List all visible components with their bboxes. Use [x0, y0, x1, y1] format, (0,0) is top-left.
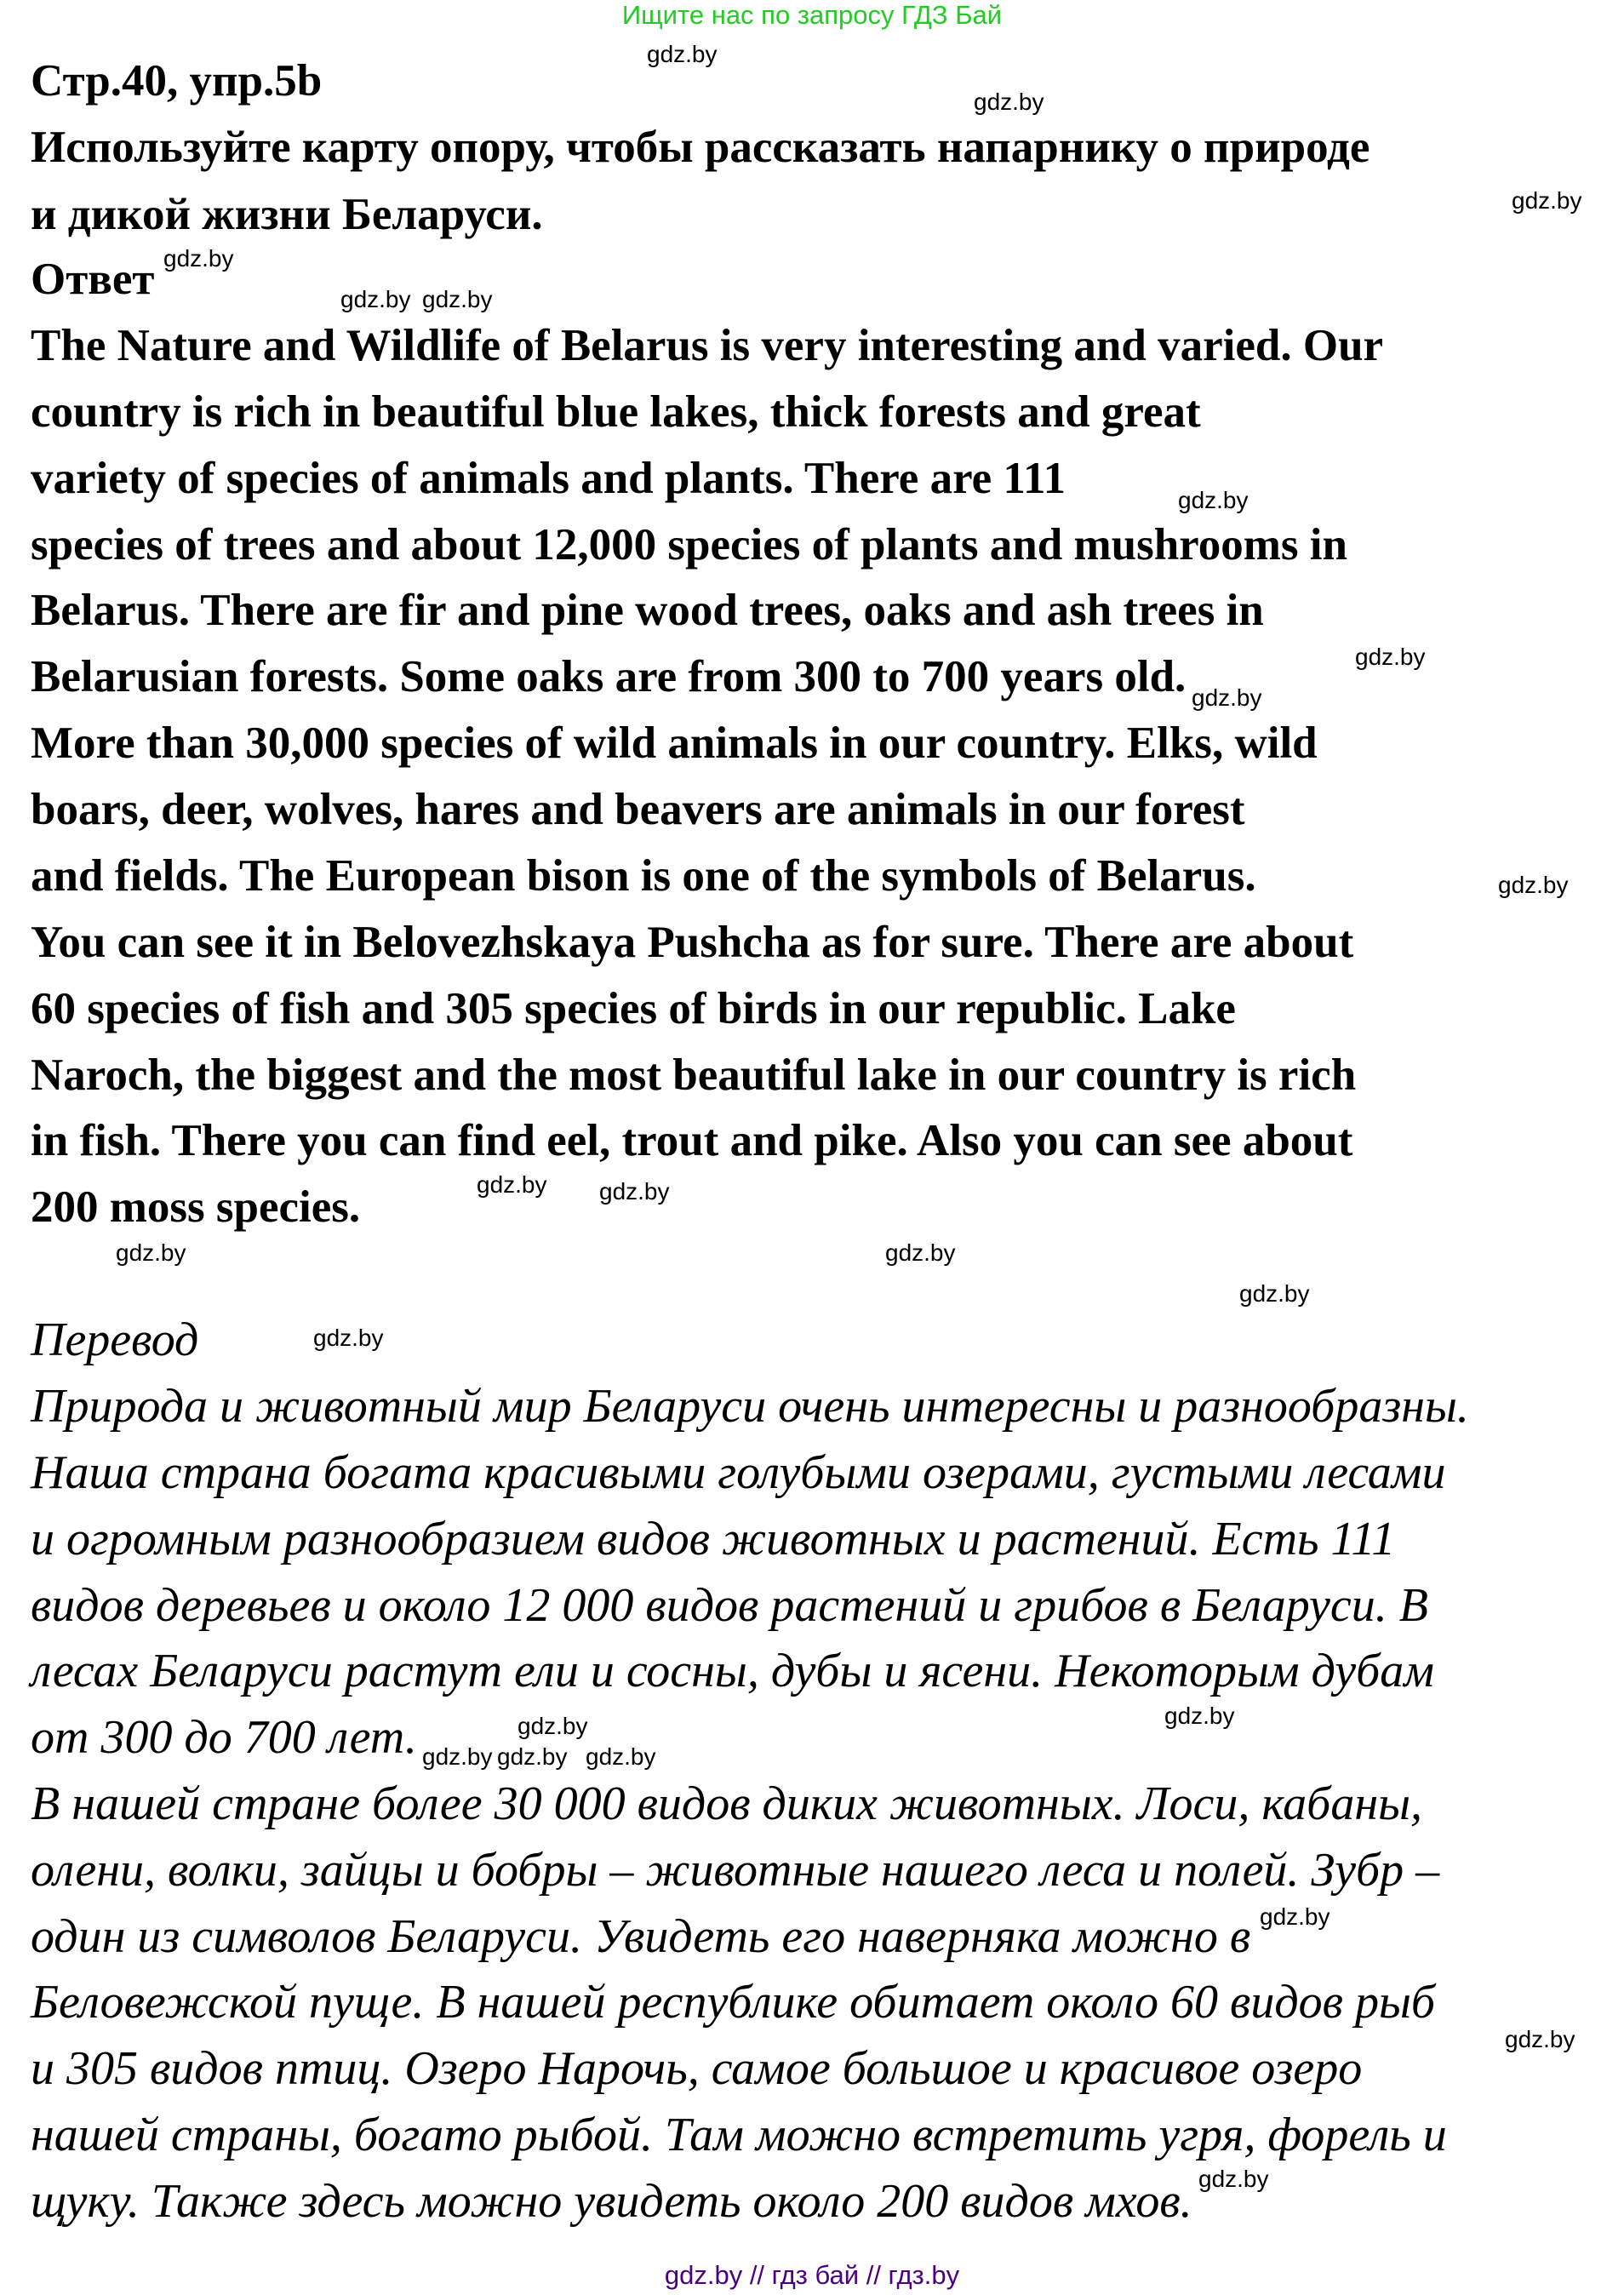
answer-line: in fish. There you can find eel, trout and pike. Also you can see about [31, 1116, 1353, 1165]
answer-line: Naroch, the biggest and the most beautiful lake in our country is rich [31, 1050, 1357, 1100]
watermark: gdz.by [599, 1178, 670, 1205]
translation-line: видов деревьев и около 12 000 видов растений и грибов в Беларуси. В [31, 1579, 1428, 1632]
answer-line: boars, deer, wolves, hares and beavers are animals in our forest [31, 785, 1245, 834]
task-text: и дикой жизни Беларуси. [31, 190, 543, 239]
watermark: gdz.by [974, 89, 1044, 115]
watermark: gdz.by [586, 1743, 656, 1770]
watermark: gdz.by [518, 1713, 588, 1739]
watermark: gdz.by [885, 1239, 956, 1266]
watermark: gdz.by [116, 1239, 186, 1266]
watermark: gdz.by [497, 1743, 568, 1770]
watermark: gdz.by [1355, 644, 1426, 670]
watermark: gdz.by [1239, 1280, 1310, 1307]
watermark: gdz.by [1192, 684, 1262, 711]
translation-line: один из символов Беларуси. Увидеть его наверняка можно в [31, 1910, 1251, 1963]
task-text: Используйте карту опору, чтобы рассказать напарнику о природе [31, 123, 1370, 172]
answer-line: species of trees and about 12,000 species of plants and mushrooms in [31, 520, 1347, 569]
translation-line: олени, волки, зайцы и бобры – животные нашего леса и полей. Зубр – [31, 1844, 1440, 1897]
answer-line: variety of species of animals and plants. There are 111 [31, 454, 1066, 503]
watermark: gdz.by [1198, 2166, 1269, 2192]
watermark: gdz.by [422, 286, 493, 312]
watermark: gdz.by [1498, 872, 1569, 898]
answer-line: 200 moss species. [31, 1182, 361, 1232]
watermark: gdz.by [477, 1171, 547, 1198]
watermark: gdz.by [340, 286, 411, 312]
search-banner[interactable]: Ищите нас по запросу ГДЗ Бай [621, 0, 1003, 30]
watermark: gdz.by [1512, 187, 1582, 214]
translation-line: от 300 до 700 лет. [31, 1711, 417, 1764]
watermark: gdz.by [313, 1325, 384, 1351]
translation-line: В нашей стране более 30 000 видов диких животных. Лоси, кабаны, [31, 1777, 1423, 1830]
answer-line: and fields. The European bison is one of the symbols of Belarus. [31, 851, 1256, 901]
translation-line: нашей страны, богато рыбой. Там можно встретить угря, форель и [31, 2109, 1447, 2161]
watermark: gdz.by [422, 1743, 493, 1770]
answer-line: You can see it in Belovezhskaya Pushcha as for sure. There are about [31, 918, 1354, 967]
watermark: gdz.by [1505, 2026, 1575, 2052]
translation-line: Природа и животный мир Беларуси очень интересны и разнообразны. [31, 1380, 1469, 1433]
watermark: gdz.by [1178, 487, 1249, 513]
exercise-title: Стр.40, упр.5b [31, 56, 323, 106]
translation-line: Наша страна богата красивыми голубыми озерами, густыми лесами [31, 1446, 1446, 1499]
watermark: gdz.by [163, 245, 234, 272]
answer-line: country is rich in beautiful blue lakes, thick forests and great [31, 387, 1201, 437]
watermark: gdz.by [647, 41, 718, 67]
translation-line: и огромным разнообразием видов животных и растений. Есть 111 [31, 1513, 1396, 1565]
translation-line: и 305 видов птиц. Озеро Нарочь, самое большое и красивое озеро [31, 2042, 1363, 2095]
footer-links[interactable]: gdz.by // гдз бай // гдз.by [664, 2260, 960, 2290]
answer-line: The Nature and Wildlife of Belarus is very interesting and varied. Our [31, 321, 1384, 370]
answer-heading: Ответ [31, 255, 155, 304]
translation-line: Беловежской пуще. В нашей республике обитает около 60 видов рыб [31, 1976, 1436, 2029]
translation-heading: Перевод [31, 1313, 199, 1366]
answer-line: Belarusian forests. Some oaks are from 300 to 700 years old. [31, 652, 1187, 701]
answer-line: Belarus. There are fir and pine wood trees, oaks and ash trees in [31, 586, 1264, 635]
answer-line: More than 30,000 species of wild animals in our country. Elks, wild [31, 718, 1318, 768]
watermark: gdz.by [1260, 1903, 1330, 1930]
translation-line: щуку. Также здесь можно увидеть около 200 видов мхов. [31, 2175, 1192, 2228]
translation-line: лесах Беларуси растут ели и сосны, дубы и ясени. Некоторым дубам [31, 1645, 1434, 1697]
answer-line: 60 species of fish and 305 species of birds in our republic. Lake [31, 984, 1236, 1033]
watermark: gdz.by [1164, 1703, 1235, 1729]
